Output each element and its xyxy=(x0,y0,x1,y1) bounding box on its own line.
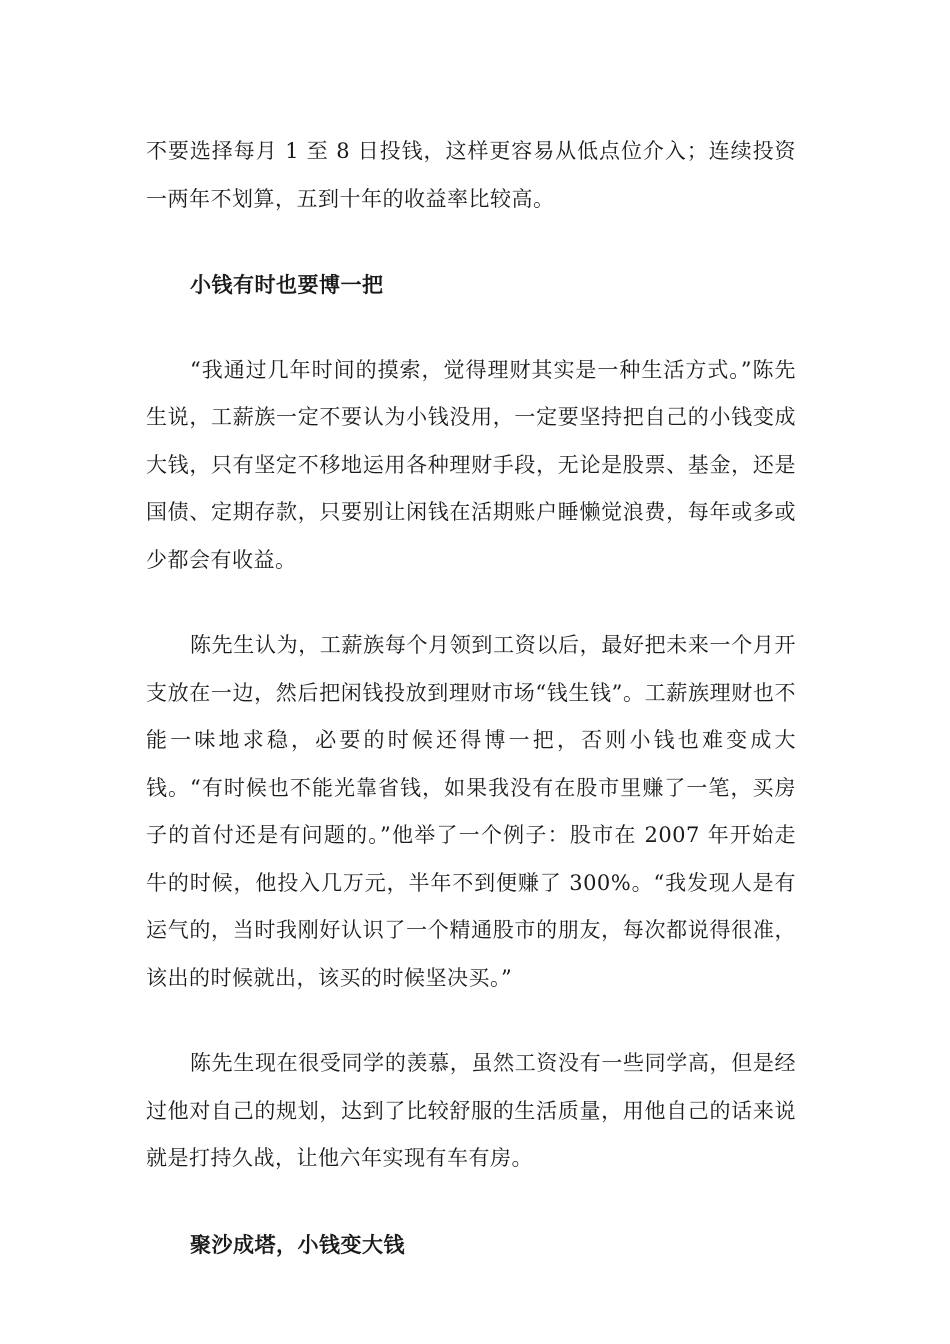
document-page xyxy=(146,128,796,1306)
section-heading-small-money: 小钱有时也要博一把 xyxy=(190,272,384,297)
paragraph-investment: 陈先生认为，工薪族每个月领到工资以后，最好把未来一个月开支放在一边，然后把闲钱投放到理财市场“钱生钱”。工薪族理财也不能一味地求稳，必要的时候还得博一把，否则小钱也难变成大钱。“有时候也不能光靠省钱，如果我没有在股市里赚了一笔，买房子的首付还是有问题的。”他举了一个例子：股市在 2007 年开始走牛的时候，他投入几万元，半年不到便赚了 300%。“我发现人是有运气的，当时我刚好认识了一个精通股市的朋友，每次都说得很准，该出的时候就出，该买的时候坚决买。” xyxy=(146,633,796,990)
paragraph-continuation: 不要选择每月 1 至 8 日投钱，这样更容易从低点位介入；连续投资一两年不划算，五到十年的收益率比较高。 xyxy=(146,139,796,211)
paragraph-lifestyle: “我通过几年时间的摸索，觉得理财其实是一种生活方式。”陈先生说，工薪族一定不要认为小钱没用，一定要坚持把自己的小钱变成大钱，只有坚定不移地运用各种理财手段，无论是股票、基金，还是国债、定期存款，只要别让闲钱在活期账户睡懒觉浪费，每年或多或少都会有收益。 xyxy=(146,357,796,572)
section-heading-accumulate: 聚沙成塔，小钱变大钱 xyxy=(190,1231,405,1257)
paragraph-envy: 陈先生现在很受同学的羡慕，虽然工资没有一些同学高，但是经过他对自己的规划，达到了比较舒服的生活质量，用他自己的话来说就是打持久战，让他六年实现有车有房。 xyxy=(146,1051,796,1170)
